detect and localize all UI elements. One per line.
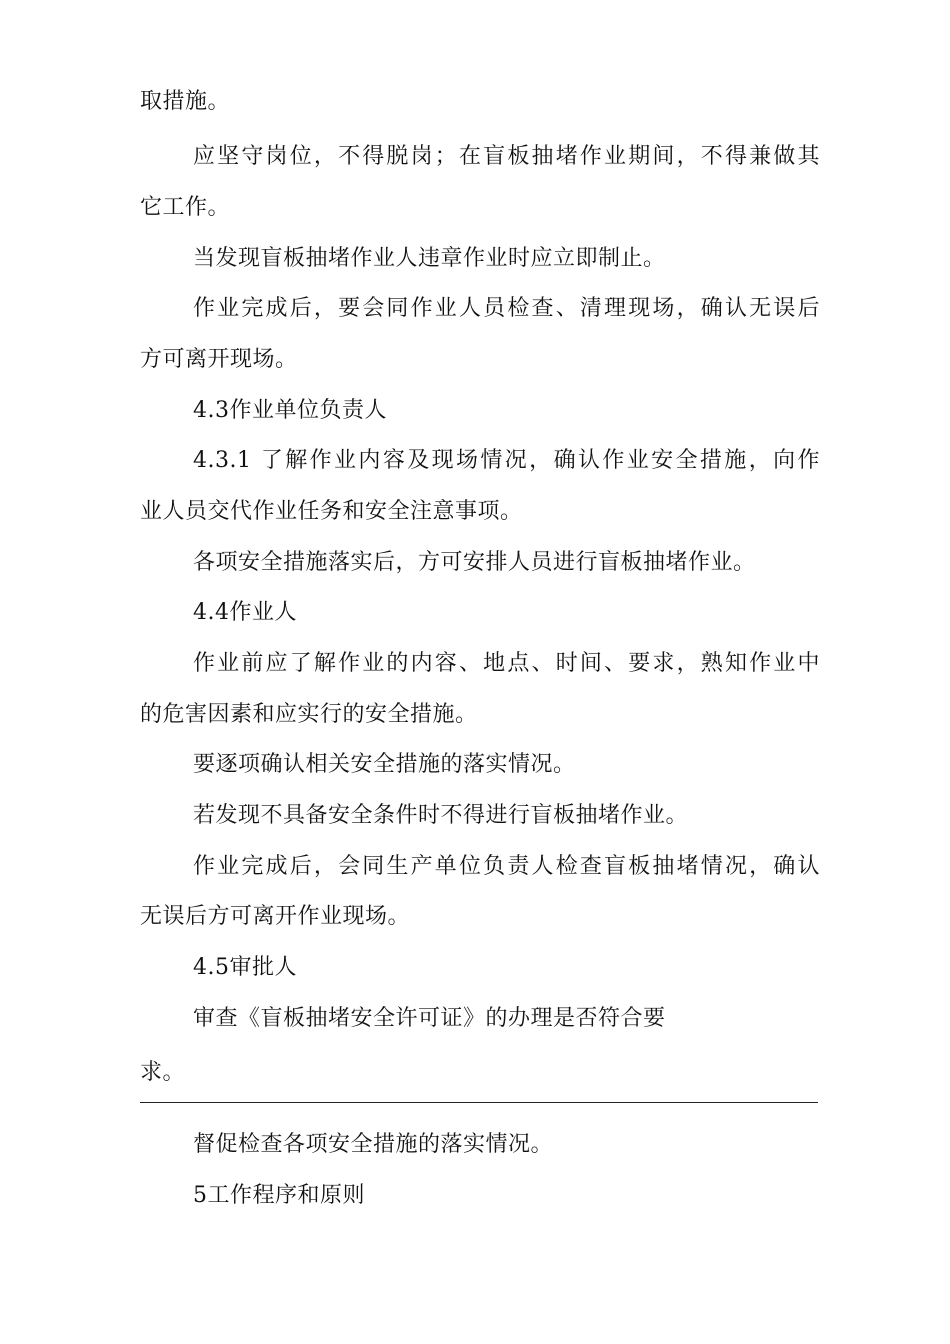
- text-line: 审查《盲板抽堵安全许可证》的办理是否符合要: [193, 1006, 666, 1031]
- text-line: 要逐项确认相关安全措施的落实情况。: [193, 752, 576, 777]
- section-heading: 4.3作业单位负责人: [193, 398, 387, 423]
- text-line: 督促检查各项安全措施的落实情况。: [193, 1132, 554, 1157]
- text-line: 作业前应了解作业的内容、地点、时间、要求，熟知作业中: [193, 651, 820, 676]
- text-line: 应坚守岗位，不得脱岗；在盲板抽堵作业期间，不得兼做其: [193, 144, 820, 169]
- text-line: 的危害因素和应实行的安全措施。: [140, 702, 478, 727]
- section-heading: 4.5审批人: [193, 955, 297, 980]
- section-heading: 5工作程序和原则: [193, 1183, 365, 1208]
- text-line: 作业完成后，要会同作业人员检查、清理现场，确认无误后: [193, 296, 820, 321]
- text-line: 当发现盲板抽堵作业人违章作业时应立即制止。: [193, 246, 666, 271]
- horizontal-rule: [140, 1102, 818, 1103]
- text-line: 方可离开现场。: [140, 347, 298, 372]
- text-line: 各项安全措施落实后，方可安排人员进行盲板抽堵作业。: [193, 550, 756, 575]
- text-line: 若发现不具备安全条件时不得进行盲板抽堵作业。: [193, 803, 689, 828]
- text-line: 4.3.1 了解作业内容及现场情况，确认作业安全措施，向作: [193, 448, 820, 473]
- text-line: 无误后方可离开作业现场。: [140, 904, 411, 929]
- text-line: 求。: [140, 1060, 186, 1085]
- text-line: 作业完成后，会同生产单位负责人检查盲板抽堵情况，确认: [193, 854, 820, 879]
- text-line: 它工作。: [140, 195, 231, 220]
- text-line: 业人员交代作业任务和安全注意事项。: [140, 499, 523, 524]
- text-line: 取措施。: [140, 89, 231, 114]
- section-heading: 4.4作业人: [193, 600, 297, 625]
